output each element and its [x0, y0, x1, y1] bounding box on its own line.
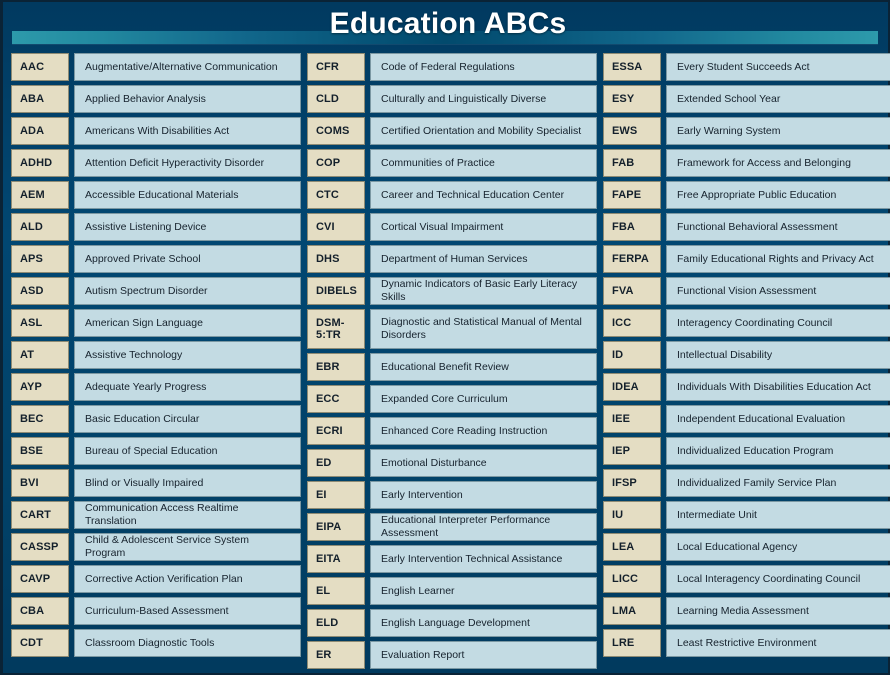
abbreviation-cell: ED	[307, 449, 365, 477]
abbreviation-cell: ASD	[11, 277, 69, 305]
abbreviation-cell: EBR	[307, 353, 365, 381]
definition-cell: Early Warning System	[666, 117, 890, 145]
abbreviation-cell: FAPE	[603, 181, 661, 209]
abbreviation-cell: AT	[11, 341, 69, 369]
definition-cell: Augmentative/Alternative Communication	[74, 53, 301, 81]
definition-cell: Independent Educational Evaluation	[666, 405, 890, 433]
glossary-row	[603, 565, 890, 593]
abbreviation-cell: DSM-5:TR	[307, 309, 365, 349]
abbreviation-cell: ALD	[11, 213, 69, 241]
abbreviation-cell: EITA	[307, 545, 365, 573]
definition-cell: Approved Private School	[74, 245, 301, 273]
glossary-row	[11, 149, 301, 177]
abbreviation-cell: FERPA	[603, 245, 661, 273]
glossary-row	[307, 213, 597, 241]
definition-cell: Autism Spectrum Disorder	[74, 277, 301, 305]
glossary-row	[307, 641, 597, 669]
glossary-row	[603, 85, 890, 113]
definition-cell: Functional Behavioral Assessment	[666, 213, 890, 241]
abbreviation-cell: CAVP	[11, 565, 69, 593]
abbreviation-cell: APS	[11, 245, 69, 273]
glossary-row	[307, 481, 597, 509]
definition-cell: Least Restrictive Environment	[666, 629, 890, 657]
definition-cell: Extended School Year	[666, 85, 890, 113]
definition-cell: American Sign Language	[74, 309, 301, 337]
glossary-row	[11, 373, 301, 401]
definition-cell: Culturally and Linguistically Diverse	[370, 85, 597, 113]
definition-cell: Framework for Access and Belonging	[666, 149, 890, 177]
glossary-row	[603, 469, 890, 497]
glossary-row	[603, 181, 890, 209]
glossary-column-1	[11, 53, 301, 673]
glossary-row	[307, 513, 597, 541]
glossary-row	[11, 85, 301, 113]
glossary-row	[11, 117, 301, 145]
definition-cell: Americans With Disabilities Act	[74, 117, 301, 145]
abbreviation-cell: CLD	[307, 85, 365, 113]
glossary-row	[603, 213, 890, 241]
abbreviation-cell: FBA	[603, 213, 661, 241]
definition-cell: Emotional Disturbance	[370, 449, 597, 477]
abbreviation-cell: FAB	[603, 149, 661, 177]
glossary-row	[307, 117, 597, 145]
definition-cell: Curriculum-Based Assessment	[74, 597, 301, 625]
definition-cell: Cortical Visual Impairment	[370, 213, 597, 241]
abbreviation-cell: ID	[603, 341, 661, 369]
abbreviation-cell: BEC	[11, 405, 69, 433]
definition-cell: Individualized Education Program	[666, 437, 890, 465]
abbreviation-cell: ICC	[603, 309, 661, 337]
glossary-row	[307, 309, 597, 349]
abbreviation-cell: AYP	[11, 373, 69, 401]
glossary-columns	[3, 50, 890, 673]
glossary-row	[603, 597, 890, 625]
definition-cell: Expanded Core Curriculum	[370, 385, 597, 413]
abbreviation-cell: AEM	[11, 181, 69, 209]
glossary-row	[11, 309, 301, 337]
glossary-column-3	[603, 53, 890, 673]
definition-cell: Educational Benefit Review	[370, 353, 597, 381]
glossary-row	[307, 277, 597, 305]
glossary-row	[603, 309, 890, 337]
abbreviation-cell: ER	[307, 641, 365, 669]
definition-cell: Dynamic Indicators of Basic Early Literacy Skills	[370, 277, 597, 305]
abbreviation-cell: CVI	[307, 213, 365, 241]
glossary-row	[11, 181, 301, 209]
abbreviation-cell: EIPA	[307, 513, 365, 541]
glossary-row	[307, 417, 597, 445]
glossary-row	[603, 533, 890, 561]
glossary-row	[11, 437, 301, 465]
definition-cell: Accessible Educational Materials	[74, 181, 301, 209]
definition-cell: Local Interagency Coordinating Council	[666, 565, 890, 593]
abbreviation-cell: CDT	[11, 629, 69, 657]
abbreviation-cell: CART	[11, 501, 69, 529]
abbreviation-cell: ECRI	[307, 417, 365, 445]
definition-cell: Local Educational Agency	[666, 533, 890, 561]
definition-cell: English Language Development	[370, 609, 597, 637]
glossary-row	[11, 53, 301, 81]
glossary-row	[603, 341, 890, 369]
glossary-row	[603, 501, 890, 529]
definition-cell: Free Appropriate Public Education	[666, 181, 890, 209]
abbreviation-cell: DIBELS	[307, 277, 365, 305]
definition-cell: Intermediate Unit	[666, 501, 890, 529]
definition-cell: Interagency Coordinating Council	[666, 309, 890, 337]
glossary-column-2	[307, 53, 597, 673]
definition-cell: Career and Technical Education Center	[370, 181, 597, 209]
abbreviation-cell: IFSP	[603, 469, 661, 497]
glossary-row	[307, 449, 597, 477]
abbreviation-cell: DHS	[307, 245, 365, 273]
glossary-row	[603, 437, 890, 465]
glossary-row	[603, 149, 890, 177]
definition-cell: Every Student Succeeds Act	[666, 53, 890, 81]
abbreviation-cell: IU	[603, 501, 661, 529]
glossary-row	[307, 245, 597, 273]
abbreviation-cell: CTC	[307, 181, 365, 209]
glossary-row	[11, 533, 301, 561]
definition-cell: Early Intervention	[370, 481, 597, 509]
definition-cell: Family Educational Rights and Privacy Act	[666, 245, 890, 273]
abbreviation-cell: LMA	[603, 597, 661, 625]
definition-cell: Attention Deficit Hyperactivity Disorder	[74, 149, 301, 177]
glossary-row	[603, 117, 890, 145]
definition-cell: Bureau of Special Education	[74, 437, 301, 465]
glossary-row	[307, 53, 597, 81]
glossary-row	[11, 469, 301, 497]
glossary-row	[307, 545, 597, 573]
abbreviation-cell: CBA	[11, 597, 69, 625]
abbreviation-cell: ABA	[11, 85, 69, 113]
abbreviation-cell: IEE	[603, 405, 661, 433]
definition-cell: Child & Adolescent Service System Program	[74, 533, 301, 561]
glossary-row	[307, 577, 597, 605]
abbreviation-cell: CASSP	[11, 533, 69, 561]
abbreviation-cell: ECC	[307, 385, 365, 413]
abbreviation-cell: ELD	[307, 609, 365, 637]
abbreviation-cell: FVA	[603, 277, 661, 305]
glossary-row	[307, 181, 597, 209]
glossary-row	[11, 277, 301, 305]
definition-cell: Assistive Listening Device	[74, 213, 301, 241]
abbreviation-cell: COMS	[307, 117, 365, 145]
definition-cell: Evaluation Report	[370, 641, 597, 669]
abbreviation-cell: EWS	[603, 117, 661, 145]
glossary-row	[11, 341, 301, 369]
glossary-row	[11, 245, 301, 273]
glossary-row	[603, 277, 890, 305]
abbreviation-cell: EL	[307, 577, 365, 605]
glossary-row	[307, 609, 597, 637]
definition-cell: Individuals With Disabilities Education Act	[666, 373, 890, 401]
definition-cell: Educational Interpreter Performance Assessment	[370, 513, 597, 541]
abbreviation-cell: ESSA	[603, 53, 661, 81]
header	[3, 2, 888, 50]
definition-cell: Intellectual Disability	[666, 341, 890, 369]
definition-cell: Adequate Yearly Progress	[74, 373, 301, 401]
definition-cell: Enhanced Core Reading Instruction	[370, 417, 597, 445]
definition-cell: Early Intervention Technical Assistance	[370, 545, 597, 573]
glossary-row	[307, 149, 597, 177]
abbreviation-cell: ADHD	[11, 149, 69, 177]
definition-cell: Individualized Family Service Plan	[666, 469, 890, 497]
abbreviation-cell: BVI	[11, 469, 69, 497]
definition-cell: Code of Federal Regulations	[370, 53, 597, 81]
glossary-row	[11, 213, 301, 241]
page-title: Education ABCs	[329, 7, 567, 40]
glossary-row	[307, 85, 597, 113]
definition-cell: Diagnostic and Statistical Manual of Mental Disorders	[370, 309, 597, 349]
glossary-row	[11, 597, 301, 625]
abbreviation-cell: ESY	[603, 85, 661, 113]
definition-cell: Learning Media Assessment	[666, 597, 890, 625]
abbreviation-cell: IEP	[603, 437, 661, 465]
abbreviation-cell: LICC	[603, 565, 661, 593]
glossary-row	[307, 385, 597, 413]
definition-cell: Communication Access Realtime Translation	[74, 501, 301, 529]
definition-cell: Applied Behavior Analysis	[74, 85, 301, 113]
abbreviation-cell: IDEA	[603, 373, 661, 401]
definition-cell: Department of Human Services	[370, 245, 597, 273]
glossary-row	[11, 565, 301, 593]
glossary-row	[603, 245, 890, 273]
glossary-row	[307, 353, 597, 381]
glossary-row	[11, 629, 301, 657]
definition-cell: Certified Orientation and Mobility Specialist	[370, 117, 597, 145]
definition-cell: Communities of Practice	[370, 149, 597, 177]
abbreviation-cell: BSE	[11, 437, 69, 465]
definition-cell: Blind or Visually Impaired	[74, 469, 301, 497]
abbreviation-cell: EI	[307, 481, 365, 509]
definition-cell: Assistive Technology	[74, 341, 301, 369]
definition-cell: Basic Education Circular	[74, 405, 301, 433]
definition-cell: Corrective Action Verification Plan	[74, 565, 301, 593]
definition-cell: English Learner	[370, 577, 597, 605]
abbreviation-cell: COP	[307, 149, 365, 177]
glossary-row	[603, 53, 890, 81]
abbreviation-cell: LRE	[603, 629, 661, 657]
definition-cell: Classroom Diagnostic Tools	[74, 629, 301, 657]
glossary-row	[11, 405, 301, 433]
glossary-row	[11, 501, 301, 529]
definition-cell: Functional Vision Assessment	[666, 277, 890, 305]
abbreviation-cell: CFR	[307, 53, 365, 81]
glossary-row	[603, 629, 890, 657]
glossary-row	[603, 373, 890, 401]
glossary-row	[603, 405, 890, 433]
abbreviation-cell: LEA	[603, 533, 661, 561]
abbreviation-cell: AAC	[11, 53, 69, 81]
abbreviation-cell: ADA	[11, 117, 69, 145]
abbreviation-cell: ASL	[11, 309, 69, 337]
